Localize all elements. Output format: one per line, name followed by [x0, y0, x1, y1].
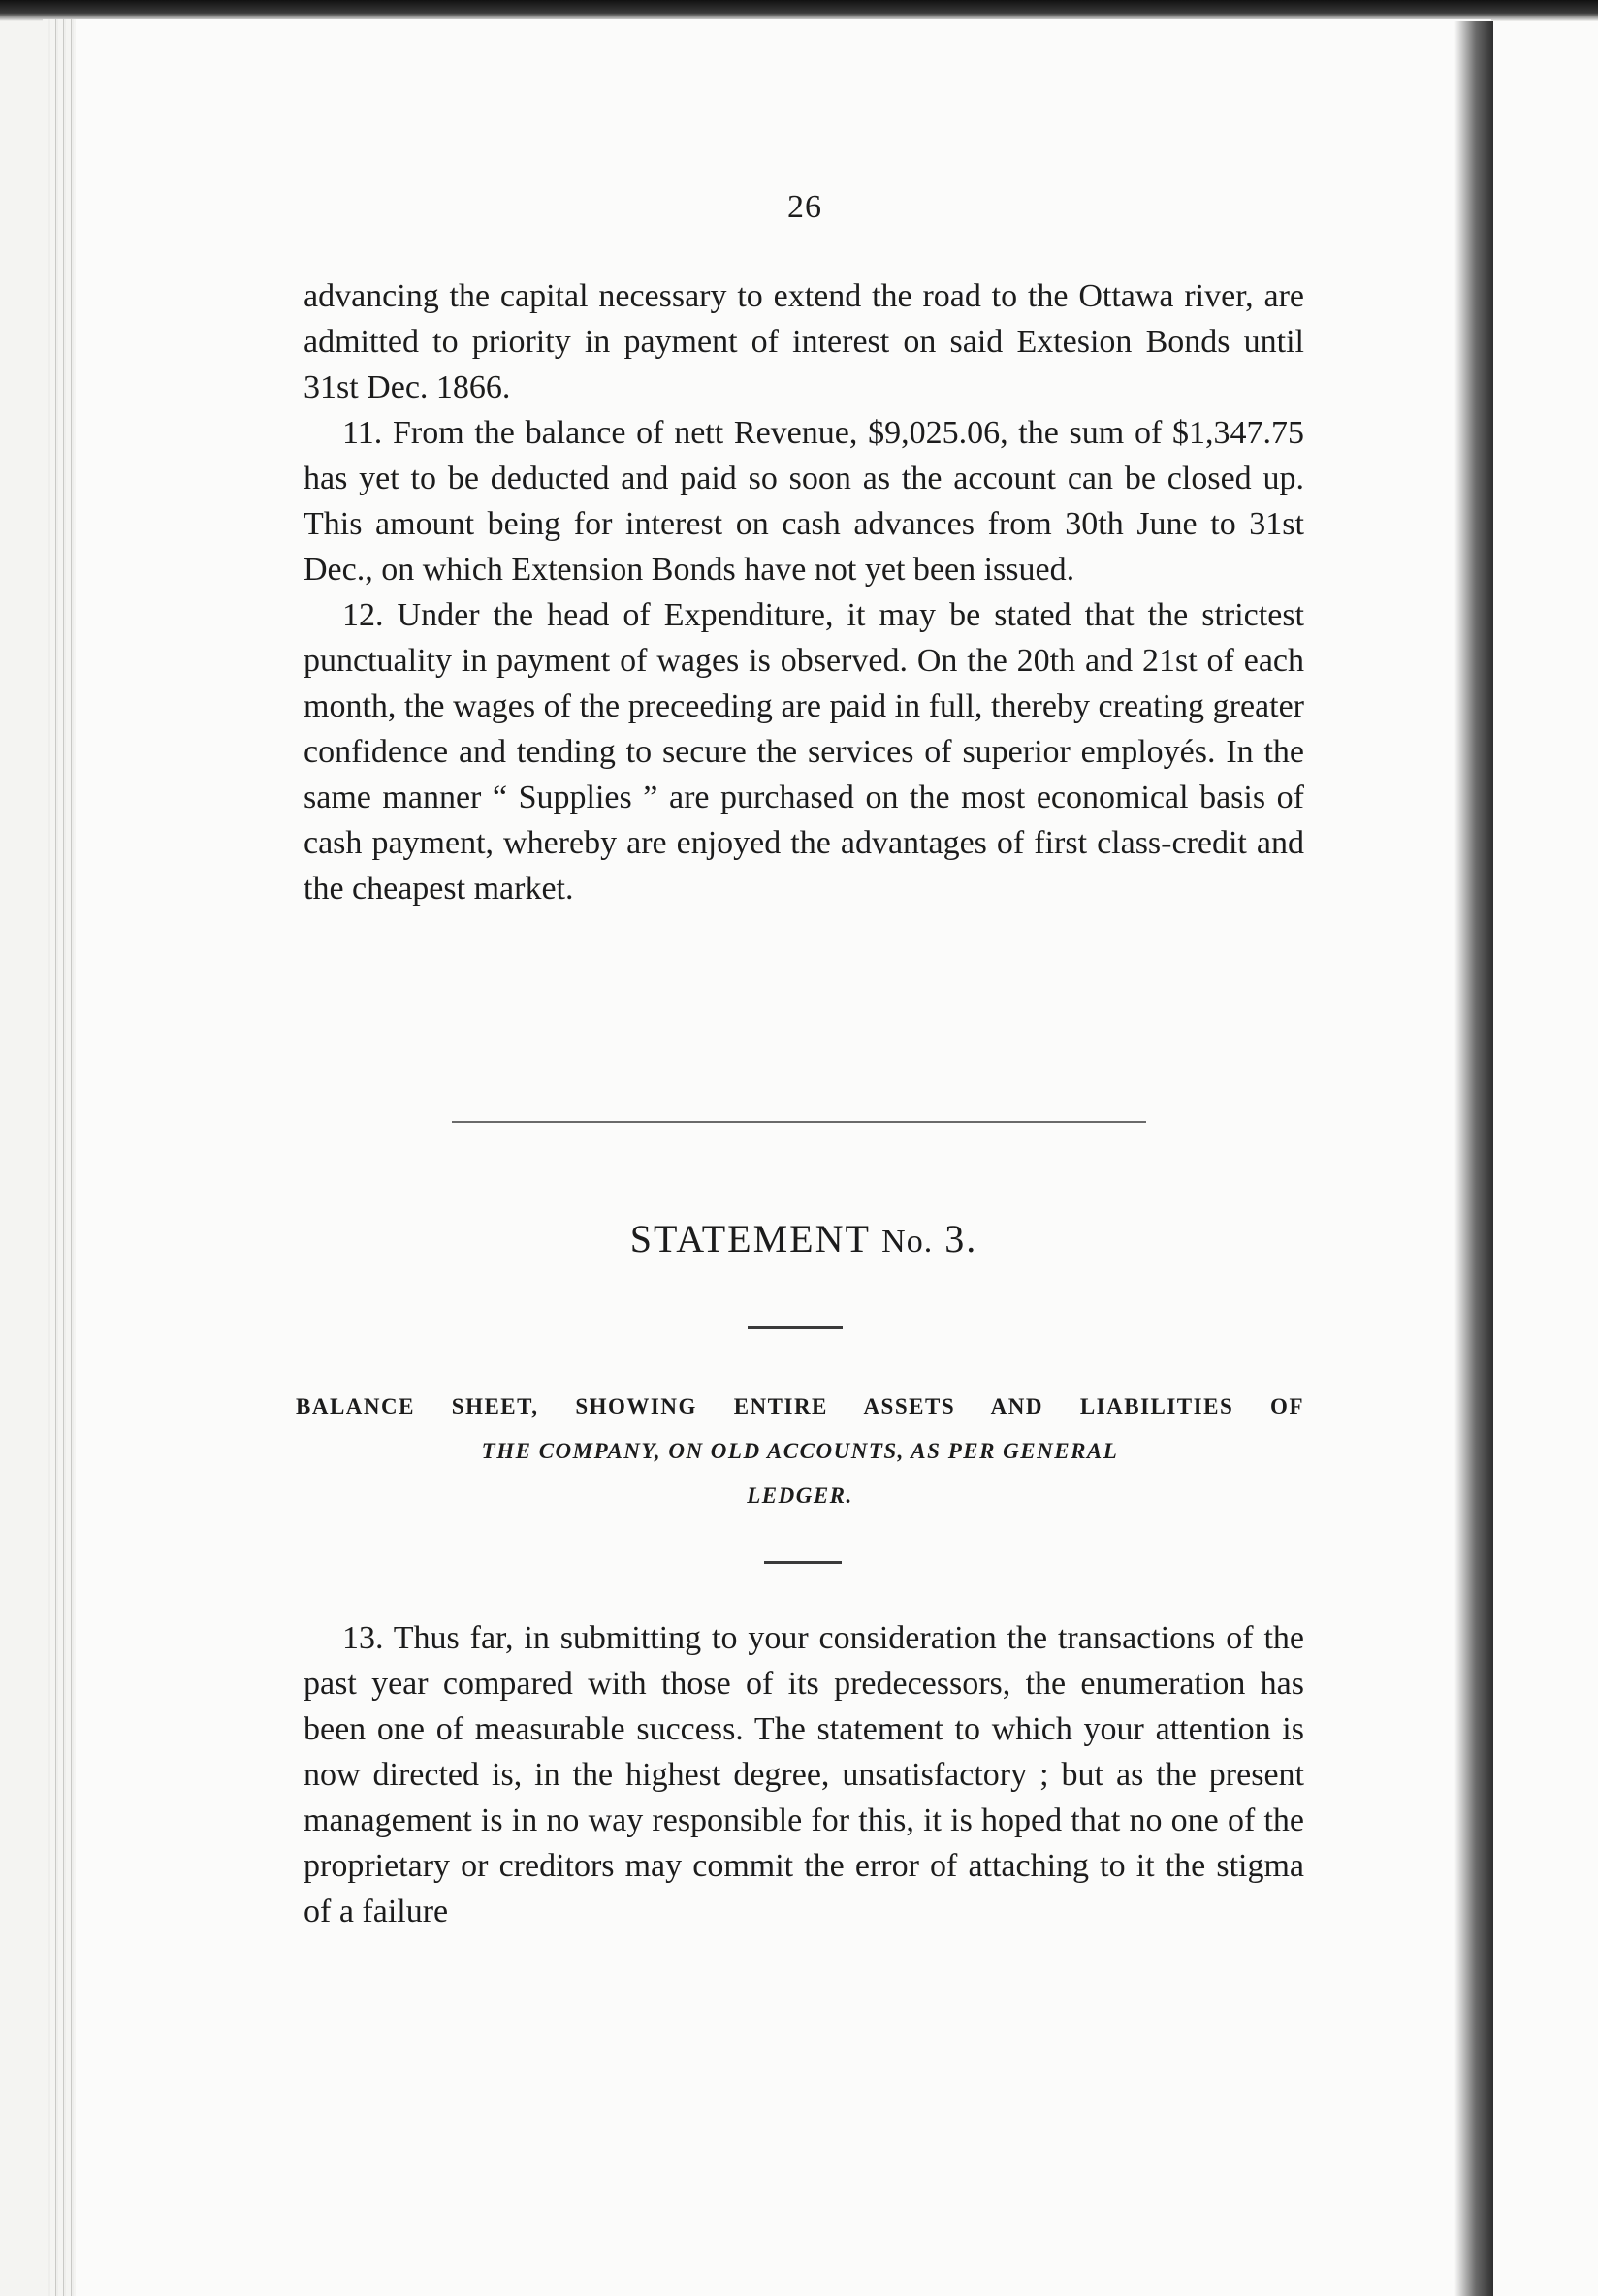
subtitle-line-2: THE COMPANY, ON OLD ACCOUNTS, AS PER GENERAL [481, 1439, 1119, 1463]
subtitle-short-rule [764, 1561, 842, 1564]
page-number: 26 [787, 189, 822, 225]
body-text-top [304, 273, 1304, 911]
statement-heading [304, 1216, 1304, 1261]
facing-page-strip [1493, 21, 1598, 2296]
heading-short-rule [748, 1326, 843, 1329]
statement-heading-word: STATEMENT [629, 1217, 871, 1260]
paragraph-continued: advancing the capital necessary to extend the road to the Ottawa river, are admitted to priority in payment of interest on said Extesion Bonds until 31st Dec. 1866. [304, 278, 1304, 405]
body-text-bottom [304, 1615, 1304, 1934]
subtitle-line-1: BALANCE SHEET, SHOWING ENTIRE ASSETS AND LIABILITIES OF [296, 1394, 1304, 1419]
subtitle-line-3: LEDGER. [747, 1483, 853, 1508]
statement-heading-no: No. [881, 1224, 934, 1260]
section-divider-rule [452, 1121, 1146, 1123]
paragraph-12: 12. Under the head of Expenditure, it may be stated that the strictest punctuality in payment of wages is observed. On the 20th and 21st of each month, the wages of the preceeding are paid in full, thereby creating greater confidence and tending to secure the services of superior employés. In the same manner “ Supplies ” are purchased on the most economical basis of cash payment, whereby are enjoyed the advantages of first class-credit and the cheapest market. [304, 597, 1304, 907]
paragraph-13: 13. Thus far, in submitting to your consideration the transactions of the past year compared with those of its predecessors, the enumeration has been one of measurable success. The statement to which your attention is now directed is, in the highest degree, unsatisfactory ; but as the present management is in no way responsible for this, it is hoped that no one of the proprietary or creditors may commit the error of attaching to it the stigma of a failure [304, 1620, 1304, 1929]
book-page-edges [43, 19, 76, 2296]
book-gutter-shadow [1454, 21, 1493, 2296]
statement-heading-number: 3. [944, 1217, 978, 1260]
paragraph-11: 11. From the balance of nett Revenue, $9,025.06, the sum of $1,347.75 has yet to be deducted and paid so soon as the account can be closed up. This amount being for interest on cash advances from 30th June to 31st Dec., on which Extension Bonds have not yet been issued. [304, 415, 1304, 588]
scan-top-shadow [0, 0, 1598, 21]
statement-subtitle [296, 1385, 1304, 1518]
